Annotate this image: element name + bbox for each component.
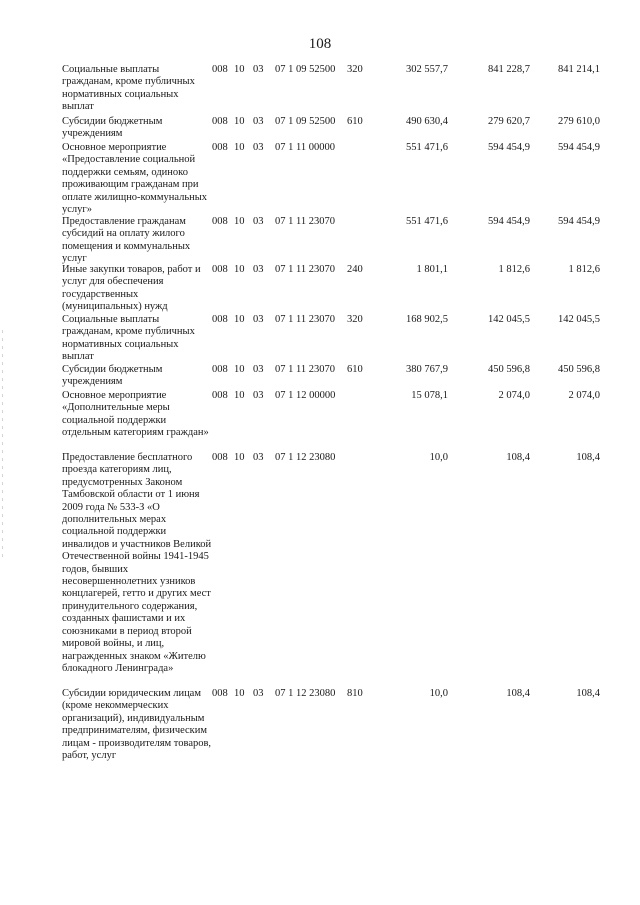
amount-year-2: 841 228,7: [488, 64, 530, 75]
section-code: 10: [234, 452, 245, 463]
amount-year-3: 450 596,8: [558, 364, 600, 375]
expense-type-code: 810: [347, 688, 363, 699]
admin-code: 008: [212, 142, 228, 153]
subsection-code: 03: [253, 264, 264, 275]
amount-year-3: 594 454,9: [558, 142, 600, 153]
subsection-code: 03: [253, 142, 264, 153]
target-article-code: 07 1 11 00000: [275, 142, 335, 153]
amount-year-1: 168 902,5: [406, 314, 448, 325]
row-description: Основное мероприятие «Дополнительные меры социальной поддержки отдельным категориям граждан»: [62, 390, 209, 439]
expense-type-code: 610: [347, 116, 363, 127]
target-article-code: 07 1 12 23080: [275, 452, 336, 463]
row-description: Субсидии бюджетным учреждениям: [62, 116, 163, 140]
amount-year-2: 108,4: [506, 688, 530, 699]
section-code: 10: [234, 364, 245, 375]
row-description: Предоставление бесплатного проезда категориям лиц, предусмотренных Законом Тамбовской области от 1 июня 2009 года № 533-З «О дополнительных мерах социальной поддержки инвалидов и участников Великой Отечественной войны 1941-1945 годов, бывших несовершеннолетних узников концлагерей, гетто и других мест принудительного содержания, созданных фашистами и их союзниками в период второй мировой войны, и лиц, награжденных знаком «Жителю блокадного Ленинграда»: [62, 452, 212, 674]
amount-year-1: 10,0: [429, 452, 448, 463]
amount-year-2: 450 596,8: [488, 364, 530, 375]
amount-year-2: 108,4: [506, 452, 530, 463]
amount-year-1: 10,0: [429, 688, 448, 699]
section-code: 10: [234, 216, 245, 227]
amount-year-3: 108,4: [576, 688, 600, 699]
expense-type-code: 320: [347, 314, 363, 325]
subsection-code: 03: [253, 452, 264, 463]
row-description: Предоставление гражданам субсидий на оплату жилого помещения и коммунальных услуг: [62, 216, 191, 265]
amount-year-3: 279 610,0: [558, 116, 600, 127]
amount-year-1: 490 630,4: [406, 116, 448, 127]
subsection-code: 03: [253, 688, 264, 699]
admin-code: 008: [212, 688, 228, 699]
admin-code: 008: [212, 390, 228, 401]
amount-year-2: 1 812,6: [498, 264, 530, 275]
subsection-code: 03: [253, 116, 264, 127]
expense-type-code: 610: [347, 364, 363, 375]
row-description: Основное мероприятие «Предоставление социальной поддержки семьям, одиноко проживающим гражданам при оплате жилищно-коммунальных услуг»: [62, 142, 208, 216]
row-description: Социальные выплаты гражданам, кроме публичных нормативных социальных выплат: [62, 64, 195, 113]
row-description: Иные закупки товаров, работ и услуг для обеспечения государственных (муниципальных) нужд: [62, 264, 201, 313]
amount-year-3: 108,4: [576, 452, 600, 463]
amount-year-3: 2 074,0: [568, 390, 600, 401]
target-article-code: 07 1 09 52500: [275, 64, 336, 75]
amount-year-1: 551 471,6: [406, 216, 448, 227]
amount-year-3: 142 045,5: [558, 314, 600, 325]
amount-year-2: 279 620,7: [488, 116, 530, 127]
amount-year-2: 594 454,9: [488, 216, 530, 227]
admin-code: 008: [212, 452, 228, 463]
section-code: 10: [234, 264, 245, 275]
target-article-code: 07 1 11 23070: [275, 364, 335, 375]
section-code: 10: [234, 64, 245, 75]
amount-year-1: 1 801,1: [416, 264, 448, 275]
subsection-code: 03: [253, 64, 264, 75]
row-description: Субсидии бюджетным учреждениям: [62, 364, 163, 388]
amount-year-3: 594 454,9: [558, 216, 600, 227]
admin-code: 008: [212, 64, 228, 75]
admin-code: 008: [212, 364, 228, 375]
section-code: 10: [234, 116, 245, 127]
admin-code: 008: [212, 314, 228, 325]
subsection-code: 03: [253, 390, 264, 401]
amount-year-2: 142 045,5: [488, 314, 530, 325]
admin-code: 008: [212, 216, 228, 227]
row-description: Субсидии юридическим лицам (кроме некоммерческих организаций), индивидуальным предпринимателям, физическим лицам - производителям товаров, работ, услуг: [62, 688, 212, 762]
expense-type-code: 320: [347, 64, 363, 75]
scan-edge-mark: [2, 330, 3, 560]
subsection-code: 03: [253, 314, 264, 325]
target-article-code: 07 1 12 23080: [275, 688, 336, 699]
target-article-code: 07 1 09 52500: [275, 116, 336, 127]
target-article-code: 07 1 12 00000: [275, 390, 336, 401]
amount-year-3: 841 214,1: [558, 64, 600, 75]
section-code: 10: [234, 142, 245, 153]
amount-year-2: 2 074,0: [498, 390, 530, 401]
target-article-code: 07 1 11 23070: [275, 264, 335, 275]
subsection-code: 03: [253, 216, 264, 227]
admin-code: 008: [212, 264, 228, 275]
subsection-code: 03: [253, 364, 264, 375]
amount-year-1: 15 078,1: [411, 390, 448, 401]
amount-year-1: 551 471,6: [406, 142, 448, 153]
page-number: 108: [308, 36, 332, 52]
section-code: 10: [234, 314, 245, 325]
amount-year-3: 1 812,6: [568, 264, 600, 275]
amount-year-1: 302 557,7: [406, 64, 448, 75]
target-article-code: 07 1 11 23070: [275, 314, 335, 325]
expense-type-code: 240: [347, 264, 363, 275]
target-article-code: 07 1 11 23070: [275, 216, 335, 227]
section-code: 10: [234, 688, 245, 699]
admin-code: 008: [212, 116, 228, 127]
row-description: Социальные выплаты гражданам, кроме публичных нормативных социальных выплат: [62, 314, 195, 363]
amount-year-1: 380 767,9: [406, 364, 448, 375]
amount-year-2: 594 454,9: [488, 142, 530, 153]
section-code: 10: [234, 390, 245, 401]
